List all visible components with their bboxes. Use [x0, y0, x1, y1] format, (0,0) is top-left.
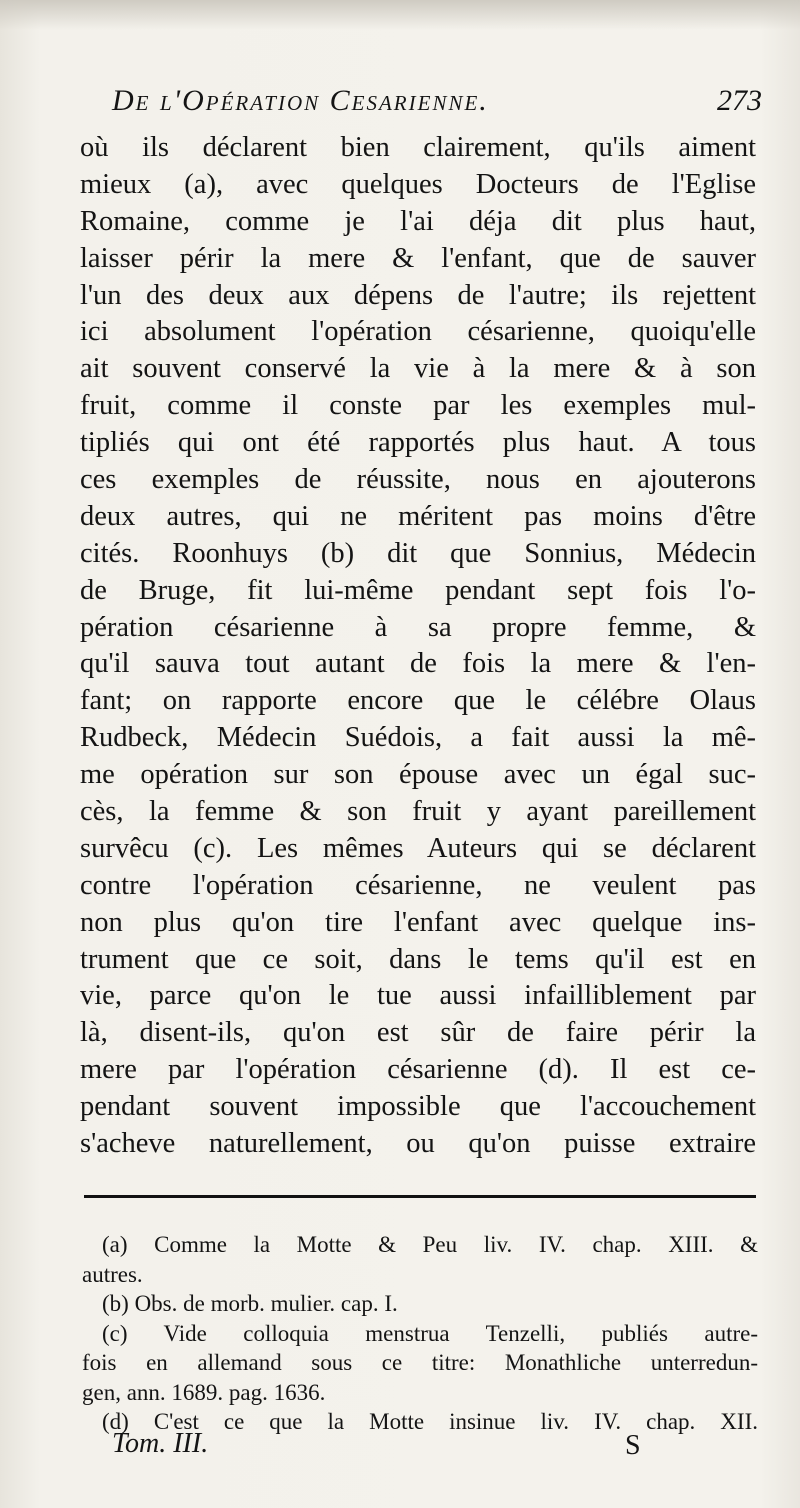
- footnote-c: (c) Vide colloquia menstrua Tenzelli, publiés autre-: [102, 1320, 758, 1346]
- footnote-rule: [84, 1195, 756, 1198]
- body-line: là, disent-ils, qu'on est sûr de faire périr la: [80, 1017, 756, 1049]
- footnote-c-end: gen, ann. 1689. pag. 1636.: [82, 1379, 326, 1405]
- body-line: ici absolument l'opération césarienne, quoiqu'elle: [80, 316, 756, 348]
- signature-mark: S: [625, 1430, 641, 1461]
- body-line: fruit, comme il conste par les exemples mul-: [80, 390, 756, 422]
- body-line: non plus qu'on tire l'enfant avec quelque ins-: [80, 906, 756, 938]
- running-head: [112, 84, 762, 134]
- footnote-d: (d) C'est ce que la Motte insinue liv. IV. chap. XII.: [102, 1409, 758, 1434]
- body-line: fant; on rapporte encore que le célébre Olaus: [80, 685, 756, 717]
- running-title: De l'Opération Cesarienne.: [112, 84, 489, 117]
- footnotes: [82, 1230, 758, 1437]
- body-line: vie, parce qu'on le tue aussi infailliblement par: [80, 980, 756, 1012]
- body-line: mere par l'opération césarienne (d). Il est ce-: [80, 1054, 756, 1086]
- body-line: deux autres, qui ne méritent pas moins d'être: [80, 500, 756, 532]
- body-line: survêcu (c). Les mêmes Auteurs qui se déclarent: [80, 832, 756, 864]
- body-line: contre l'opération césarienne, ne veulent pas: [80, 869, 756, 901]
- body-line: me opération sur son épouse avec un égal suc-: [80, 759, 756, 791]
- body-line: cités. Roonhuys (b) dit que Sonnius, Médecin: [80, 537, 756, 569]
- body-line: Rudbeck, Médecin Suédois, a fait aussi la mê-: [80, 722, 756, 754]
- page-edge-shadow: [0, 0, 800, 30]
- body-line: de Bruge, fit lui-même pendant sept fois l'o-: [80, 574, 756, 606]
- volume-label: Tom. III.: [112, 1428, 209, 1459]
- body-line: ces exemples de réussite, nous en ajouterons: [80, 464, 756, 496]
- footnote-a-continued: autres.: [82, 1261, 143, 1287]
- body-line: tipliés qui ont été rapportés plus haut. A tous: [80, 427, 756, 459]
- footnote-c-continued: fois en allemand sous ce titre: Monathliche unterredun-: [82, 1350, 758, 1375]
- body-line: trument que ce soit, dans le tems qu'il est en: [80, 943, 756, 975]
- body-text: [80, 130, 756, 1163]
- body-line: pération césarienne à sa propre femme, &: [80, 611, 756, 643]
- footnote-b: (b) Obs. de morb. mulier. cap. I.: [102, 1291, 398, 1316]
- body-line: laisser périr la mere & l'enfant, que de sauver: [80, 242, 756, 274]
- footnote-a: (a) Comme la Motte & Peu liv. IV. chap. XIII. &: [102, 1232, 758, 1257]
- body-line: qu'il sauva tout autant de fois la mere & l'en-: [80, 648, 756, 680]
- body-line: cès, la femme & son fruit y ayant pareillement: [80, 796, 756, 828]
- body-line: Romaine, comme je l'ai déja dit plus haut,: [80, 205, 756, 237]
- body-line: mieux (a), avec quelques Docteurs de l'Eglise: [80, 168, 756, 200]
- body-line: où ils déclarent bien clairement, qu'ils aiment: [80, 132, 756, 163]
- page-number: 273: [717, 84, 762, 117]
- body-line: l'un des deux aux dépens de l'autre; ils rejettent: [80, 279, 756, 311]
- body-line: pendant souvent impossible que l'accouchement: [80, 1091, 756, 1123]
- body-line: s'acheve naturellement, ou qu'on puisse extraire: [80, 1128, 756, 1160]
- body-line: ait souvent conservé la vie à la mere & à son: [80, 353, 756, 385]
